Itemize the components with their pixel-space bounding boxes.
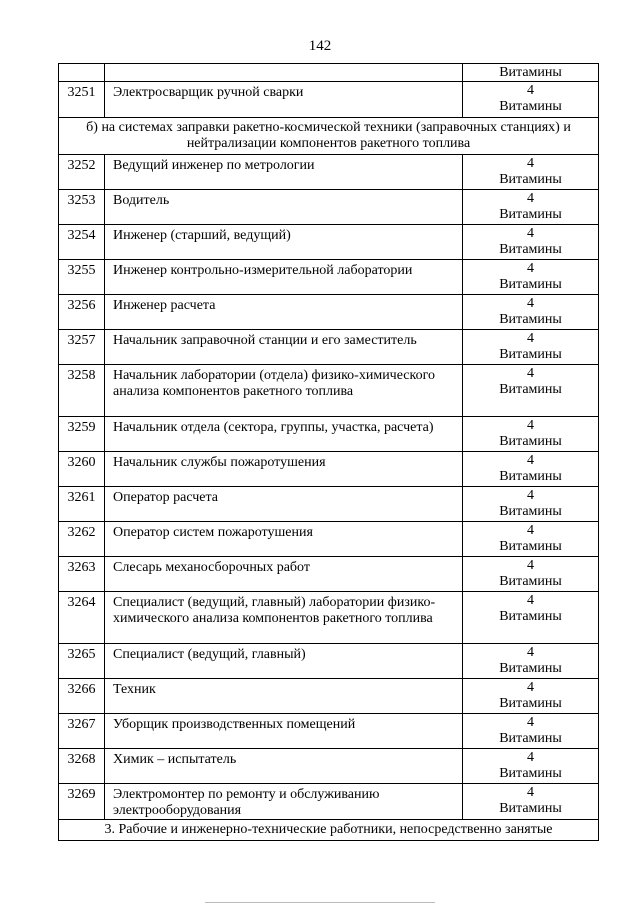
norm-value: 4 (527, 226, 534, 241)
table-row (59, 452, 599, 487)
row-norm (463, 452, 599, 487)
row-norm (463, 260, 599, 295)
row-code: 3268 (59, 749, 105, 784)
row-norm (463, 225, 599, 260)
norm-item: Витамины (499, 574, 562, 589)
norm-item: Витамины (499, 434, 562, 449)
table-row (59, 260, 599, 295)
table-row (59, 225, 599, 260)
row-norm (463, 557, 599, 592)
row-norm (463, 155, 599, 190)
row-code: 3252 (59, 155, 105, 190)
row-code: 3251 (59, 82, 105, 118)
row-code: 3257 (59, 330, 105, 365)
table-row (59, 417, 599, 452)
norm-item: Витамины (499, 696, 562, 711)
row-norm (463, 82, 599, 118)
table-row (59, 64, 599, 82)
row-norm (463, 295, 599, 330)
norm-value: 4 (527, 523, 534, 538)
row-name: Уборщик производственных помещений (105, 714, 463, 749)
norm-item: Витамины (499, 347, 562, 362)
norm-value: 4 (527, 593, 534, 608)
row-code: 3256 (59, 295, 105, 330)
row-name: Специалист (ведущий, главный) лаборатории физико-химического анализа компонентов ракетного топлива (105, 592, 463, 644)
row-code: 3255 (59, 260, 105, 295)
row-code: 3265 (59, 644, 105, 679)
row-norm (463, 679, 599, 714)
norm-item: Витамины (499, 65, 562, 80)
norm-value: 4 (527, 296, 534, 311)
table-row (59, 190, 599, 225)
row-name: Инженер контрольно-измерительной лаборатории (105, 260, 463, 295)
norm-value: 4 (527, 83, 534, 98)
row-name: Специалист (ведущий, главный) (105, 644, 463, 679)
table-row (59, 330, 599, 365)
norm-item: Витамины (499, 207, 562, 222)
table-row (59, 644, 599, 679)
row-norm (463, 592, 599, 644)
row-norm (463, 749, 599, 784)
norm-value: 4 (527, 715, 534, 730)
table-row (59, 749, 599, 784)
page-number: 142 (308, 38, 332, 54)
row-code: 3254 (59, 225, 105, 260)
norm-value: 4 (527, 191, 534, 206)
table-row (59, 557, 599, 592)
row-code: 3262 (59, 522, 105, 557)
norm-item: Витамины (499, 172, 562, 187)
row-code: 3258 (59, 365, 105, 417)
row-name: Электросварщик ручной сварки (105, 82, 463, 118)
norm-value: 4 (527, 366, 534, 381)
row-code: 3264 (59, 592, 105, 644)
norm-value: 4 (527, 156, 534, 171)
row-norm (463, 190, 599, 225)
norm-item: Витамины (499, 539, 562, 554)
norm-value: 4 (527, 488, 534, 503)
norm-item: Витамины (499, 504, 562, 519)
bottom-rule (205, 902, 435, 903)
norm-item: Витамины (499, 277, 562, 292)
row-code: 3266 (59, 679, 105, 714)
row-code: 3269 (59, 784, 105, 820)
table-row (59, 295, 599, 330)
norm-item: Витамины (499, 731, 562, 746)
norm-value: 4 (527, 558, 534, 573)
norm-value: 4 (527, 261, 534, 276)
table-row (59, 82, 599, 118)
row-name: Оператор расчета (105, 487, 463, 522)
norm-value: 4 (527, 785, 534, 800)
row-code: 3261 (59, 487, 105, 522)
row-code: 3267 (59, 714, 105, 749)
row-name: Начальник отдела (сектора, группы, участка, расчета) (105, 417, 463, 452)
norm-value: 4 (527, 331, 534, 346)
table-row (59, 365, 599, 417)
row-name: Химик – испытатель (105, 749, 463, 784)
row-name: Начальник службы пожаротушения (105, 452, 463, 487)
row-name: Техник (105, 679, 463, 714)
row-name: Слесарь механосборочных работ (105, 557, 463, 592)
norm-item: Витамины (499, 609, 562, 624)
row-code: 3263 (59, 557, 105, 592)
row-code: 3253 (59, 190, 105, 225)
norm-item: Витамины (499, 242, 562, 257)
row-name: Электромонтер по ремонту и обслуживанию электрооборудования (105, 784, 463, 820)
section-heading-3: 3. Рабочие и инженерно-технические работники, непосредственно занятые (59, 820, 599, 841)
section-heading-b: б) на системах заправки ракетно-космической техники (заправочных станциях) и нейтрализации компонентов ракетного топлива (59, 118, 599, 155)
norm-item: Витамины (499, 312, 562, 327)
norm-item: Витамины (499, 99, 562, 114)
row-name: Водитель (105, 190, 463, 225)
row-name: Начальник лаборатории (отдела) физико-химического анализа компонентов ракетного топлива (105, 365, 463, 417)
norm-item: Витамины (499, 469, 562, 484)
row-norm (463, 417, 599, 452)
row-norm (463, 644, 599, 679)
table-row (59, 784, 599, 820)
table-row (59, 487, 599, 522)
row-code (59, 64, 105, 82)
row-norm (463, 365, 599, 417)
row-name: Инженер (старший, ведущий) (105, 225, 463, 260)
norm-value: 4 (527, 418, 534, 433)
row-name: Оператор систем пожаротушения (105, 522, 463, 557)
table-row (59, 714, 599, 749)
row-norm (463, 522, 599, 557)
row-norm (463, 714, 599, 749)
row-norm (463, 784, 599, 820)
norm-item: Витамины (499, 766, 562, 781)
norm-value: 4 (527, 680, 534, 695)
row-norm (463, 64, 599, 82)
row-name (105, 64, 463, 82)
table-row (59, 679, 599, 714)
table-row (59, 522, 599, 557)
row-name: Инженер расчета (105, 295, 463, 330)
norm-item: Витамины (499, 382, 562, 397)
table-row (59, 592, 599, 644)
table-row (59, 155, 599, 190)
section-row (59, 820, 599, 841)
section-row (59, 118, 599, 155)
row-code: 3260 (59, 452, 105, 487)
norms-table (58, 63, 599, 841)
norm-value: 4 (527, 645, 534, 660)
row-norm (463, 330, 599, 365)
row-name: Ведущий инженер по метрологии (105, 155, 463, 190)
norm-item: Витамины (499, 661, 562, 676)
row-norm (463, 487, 599, 522)
row-code: 3259 (59, 417, 105, 452)
norm-value: 4 (527, 750, 534, 765)
norm-item: Витамины (499, 801, 562, 816)
norm-value: 4 (527, 453, 534, 468)
row-name: Начальник заправочной станции и его заместитель (105, 330, 463, 365)
